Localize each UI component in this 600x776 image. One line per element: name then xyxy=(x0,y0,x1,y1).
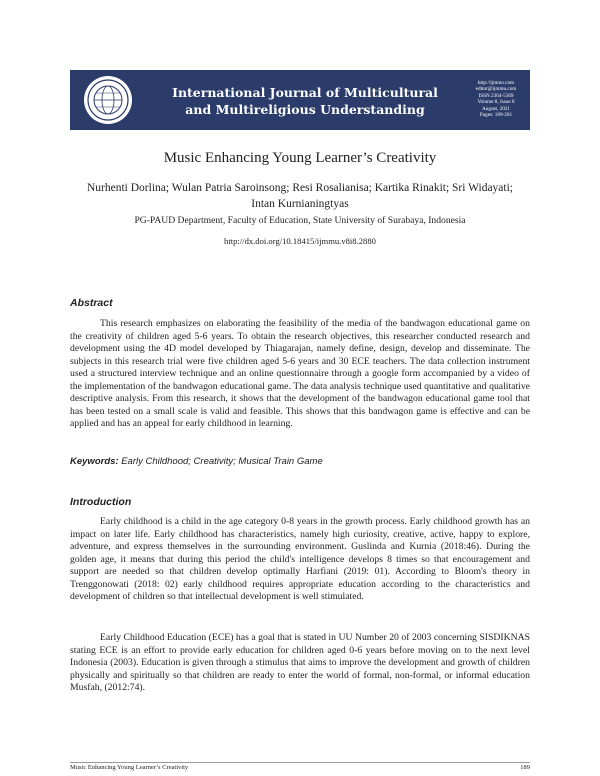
introduction-heading: Introduction xyxy=(70,496,132,508)
keywords xyxy=(70,456,530,467)
journal-url[interactable]: http://ijmmu.com xyxy=(477,80,515,86)
journal-email[interactable]: editor@ijmmu.com xyxy=(475,86,517,93)
journal-title-line1: International Journal of Multicultural xyxy=(172,85,438,100)
doi-link[interactable]: http://dx.doi.org/10.18415/ijmmu.v8i8.2880 xyxy=(224,236,376,246)
journal-logo-icon xyxy=(82,74,134,126)
journal-date: August, 2021 xyxy=(482,105,510,112)
footer-running-title: Music Enhancing Young Learner’s Creativity xyxy=(70,764,189,771)
introduction-paragraph-1: Early childhood is a child in the age category 0-8 years in the growth process. Early childhood growth has an impact on later life. Early childhood has characteristics, namely high curiosity, creative, active, happy to explore, adventure, and express themselves in the surrounding environment. Guslinda and Kurnia (2018:46). During the golden age, it means that during this period the child's intelligence develops 8 times so that encouragement and support are needed so that children develop optimally Harfiani (2019: 01). According to Bloom's theory in Trenggonowati (2018: 02) early childhood requires appropriate education according to the characteristics and development of children so that intellectual development is well stimulated. xyxy=(70,516,530,602)
keywords-label: Keywords: xyxy=(70,456,119,467)
journal-title xyxy=(140,84,470,118)
abstract-text: This research emphasizes on elaborating the feasibility of the media of the bandwagon educational game on the creativity of children aged 5-6 years. To obtain the research objectives, this researcher conducted research and development using the 4D model developed by Thiagarajan, namely define, design, develop and disseminate. The subjects in this research trial were five children aged 5-6 years and 30 ECE teachers. The data collection instrument used a structured interview technique and an online questionnaire through a google form accompanied by a video of the implementation of the bandwagon educational game. The data analysis technique used quantitative and qualitative descriptive analysis. From this research, it shows that the development of the bandwagon educational game tool that has been tested on a small scale is valid and feasible. This shows that this bandwagon game is effective and can be applied and has an appeal for early childhood in learning. xyxy=(70,318,530,429)
authors-line-2: Intan Kurnianingtyas xyxy=(251,198,349,210)
journal-volume: Volume 8, Issue 8 xyxy=(477,99,515,106)
abstract-heading: Abstract xyxy=(70,297,113,309)
keywords-value: Early Childhood; Creativity; Musical Train Game xyxy=(118,456,323,467)
author-affiliation: PG-PAUD Department, Faculty of Education, State University of Surabaya, Indonesia xyxy=(134,215,466,226)
journal-pages: Pages: 189-201 xyxy=(479,112,513,119)
footer-divider xyxy=(70,762,530,763)
journal-title-line2: and Multireligious Understanding xyxy=(185,102,425,117)
authors-line-1: Nurhenti Dorlina; Wulan Patria Saroinsong; Resi Rosalianisa; Kartika Rinakit; Sri Widayati; xyxy=(87,182,513,194)
article-authors xyxy=(80,180,520,212)
journal-info xyxy=(466,80,526,118)
journal-issn: ISSN 2364-5369 xyxy=(478,92,514,99)
introduction-paragraph-2: Early Childhood Education (ECE) has a goal that is stated in UU Number 20 of 2003 concerning SISDIKNAS stating ECE is an effort to provide early education for children aged 0-6 years before moving on to the next level Indonesia (2003). Education is given through a stimulus that aims to improve the development and growth of children physically and spiritually so that children are ready to enter the world of formal, non-formal, or informal education Musfah, (2012:74). xyxy=(70,632,530,693)
article-title: Music Enhancing Young Learner’s Creativity xyxy=(163,150,437,166)
page-number: 189 xyxy=(520,764,530,771)
